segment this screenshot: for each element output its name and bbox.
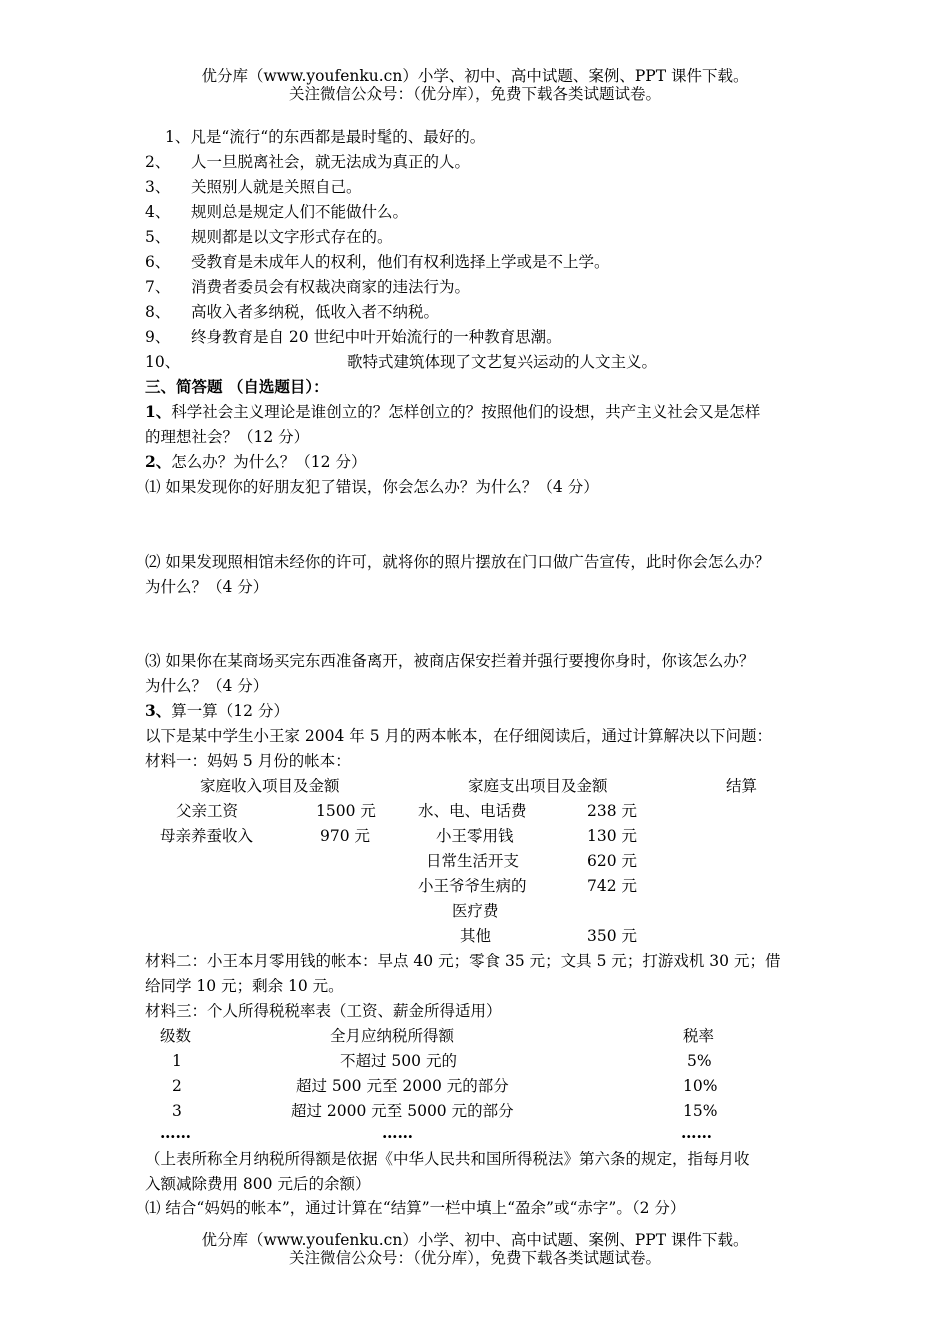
judgment-item <box>145 302 439 322</box>
income-item: 母亲养蚕收入 <box>160 827 254 845</box>
judgment-number: 3、 <box>145 178 171 196</box>
judgment-text: 关照别人就是关照自己。 <box>191 178 362 196</box>
tax-header-level: 级数 <box>160 1027 192 1045</box>
judgment-text: 歌特式建筑体现了文艺复兴运动的人文主义。 <box>347 353 658 371</box>
tax-level: 1 <box>172 1052 182 1070</box>
tax-rate: 15% <box>683 1102 718 1120</box>
section-title: 三、简答题 （自选题目）： <box>145 377 329 396</box>
question-1-cont: 的理想社会？（12 分） <box>145 428 310 446</box>
judgment-item <box>145 252 610 272</box>
expense-amount: 350 元 <box>587 927 638 945</box>
tax-income-range: 超过 2000 元至 5000 元的部分 <box>291 1102 514 1120</box>
sub-question-3-cont: 为什么？（4 分） <box>145 677 269 695</box>
judgment-item <box>145 277 470 297</box>
material-2: 材料二：小王本月零用钱的帐本：早点 40 元；零食 35 元；文具 5 元；打游戏机 30 元；借 <box>145 952 781 970</box>
judgment-number: 6、 <box>145 253 171 271</box>
header-line-1: 优分库（www.youfenku.cn）小学、初中、高中试题、案例、PPT 课件下载。 <box>201 67 749 85</box>
judgment-item <box>165 127 485 147</box>
sub-question-3: ⑶ 如果你在某商场买完东西准备离开，被商店保安拦着并强行要搜你身时，你该怎么办？ <box>145 652 755 670</box>
tax-level: 3 <box>172 1102 182 1120</box>
page-header <box>0 67 950 103</box>
material-3-note-cont: 入额减除费用 800 元后的余额） <box>145 1175 371 1193</box>
judgment-number: 5、 <box>145 228 171 246</box>
judgment-item <box>145 152 470 172</box>
material-3-note: （上表所称全月纳税所得额是依据《中华人民共和国所得税法》第六条的规定，指每月收 <box>145 1150 750 1168</box>
judgment-text: 规则总是规定人们不能做什么。 <box>191 203 409 221</box>
expense-amount: 742 元 <box>587 877 638 895</box>
judgment-number: 4、 <box>145 203 171 221</box>
question-1 <box>145 402 760 422</box>
question-number: 2、 <box>145 452 172 471</box>
tax-income-range: 不超过 500 元的 <box>340 1052 457 1070</box>
header-line-2: 关注微信公众号：（优分库），免费下载各类试题试卷。 <box>288 85 661 103</box>
question-number: 1、 <box>145 402 172 421</box>
judgment-text: 消费者委员会有权裁决商家的违法行为。 <box>191 278 471 296</box>
income-item: 父亲工资 <box>176 802 239 820</box>
sub-question-3-1: ⑴ 结合“妈妈的帐本”，通过计算在“结算”一栏中填上“盈余”或“赤字”。（2 分） <box>145 1199 686 1217</box>
settle-header: 结算 <box>726 777 758 795</box>
material-1-title: 材料一：妈妈 5 月份的帐本： <box>145 752 351 770</box>
expense-item: 其他 <box>460 927 492 945</box>
material-3-title: 材料三：个人所得税税率表（工资、薪金所得适用） <box>145 1002 502 1020</box>
judgment-number: 7、 <box>145 278 171 296</box>
expense-amount: 620 元 <box>587 852 638 870</box>
tax-header-income: 全月应纳税所得额 <box>330 1027 455 1045</box>
income-amount: 1500 元 <box>316 802 376 820</box>
judgment-number: 1、 <box>165 128 191 146</box>
expense-item: 日常生活开支 <box>426 852 520 870</box>
income-amount: 970 元 <box>320 827 371 845</box>
tax-rate: …… <box>681 1123 712 1142</box>
tax-rate: 5% <box>687 1052 712 1070</box>
question-text: 算一算（12 分） <box>171 702 289 720</box>
judgment-text: 人一旦脱离社会，就无法成为真正的人。 <box>191 153 471 171</box>
expense-item: 小王零用钱 <box>436 827 514 845</box>
sub-question-2-cont: 为什么？（4 分） <box>145 578 269 596</box>
expense-item: 水、电、电话费 <box>418 802 527 820</box>
judgment-number: 8、 <box>145 303 171 321</box>
question-text: 怎么办？为什么？（12 分） <box>171 453 367 471</box>
question-text: 科学社会主义理论是谁创立的？怎样创立的？按照他们的设想，共产主义社会又是怎样 <box>171 403 761 421</box>
judgment-item <box>145 227 393 247</box>
question-number: 3、 <box>145 701 172 720</box>
sub-question-1: ⑴ 如果发现你的好朋友犯了错误，你会怎么办？为什么？（4 分） <box>145 478 599 496</box>
tax-level: …… <box>160 1123 191 1142</box>
question-3 <box>145 701 289 721</box>
judgment-text: 终身教育是自 20 世纪中叶开始流行的一种教育思潮。 <box>191 328 562 346</box>
question-2 <box>145 452 366 472</box>
page-footer <box>0 1231 950 1267</box>
question-3-intro: 以下是某中学生小王家 2004 年 5 月的两本帐本，在仔细阅读后，通过计算解决以下问题： <box>145 727 773 745</box>
tax-income-range: …… <box>382 1123 413 1142</box>
expense-amount: 238 元 <box>587 802 638 820</box>
judgment-text: 凡是“流行“的东西都是最时髦的、最好的。 <box>190 128 486 146</box>
material-2-cont: 给同学 10 元；剩余 10 元。 <box>145 977 344 995</box>
tax-income-range: 超过 500 元至 2000 元的部分 <box>296 1077 509 1095</box>
judgment-number: 10、 <box>145 353 181 371</box>
income-header: 家庭收入项目及金额 <box>200 777 340 795</box>
judgment-item <box>145 202 408 222</box>
judgment-item <box>145 327 562 347</box>
footer-line-2: 关注微信公众号：（优分库），免费下载各类试题试卷。 <box>288 1249 661 1267</box>
judgment-text: 高收入者多纳税，低收入者不纳税。 <box>191 303 440 321</box>
sub-question-2: ⑵ 如果发现照相馆未经你的许可，就将你的照片摆放在门口做广告宣传，此时你会怎么办？ <box>145 553 770 571</box>
judgment-number: 9、 <box>145 328 171 346</box>
judgment-text: 受教育是未成年人的权利，他们有权利选择上学或是不上学。 <box>191 253 610 271</box>
expense-item: 医疗费 <box>452 902 499 920</box>
judgment-item <box>145 177 362 197</box>
judgment-item <box>145 352 657 372</box>
footer-line-1: 优分库（www.youfenku.cn）小学、初中、高中试题、案例、PPT 课件下载。 <box>201 1231 749 1249</box>
tax-rate: 10% <box>683 1077 718 1095</box>
expense-header: 家庭支出项目及金额 <box>468 777 608 795</box>
tax-header-rate: 税率 <box>683 1027 715 1045</box>
judgment-number: 2、 <box>145 153 171 171</box>
expense-item: 小王爷爷生病的 <box>418 877 527 895</box>
expense-amount: 130 元 <box>587 827 638 845</box>
tax-level: 2 <box>172 1077 182 1095</box>
judgment-text: 规则都是以文字形式存在的。 <box>191 228 393 246</box>
